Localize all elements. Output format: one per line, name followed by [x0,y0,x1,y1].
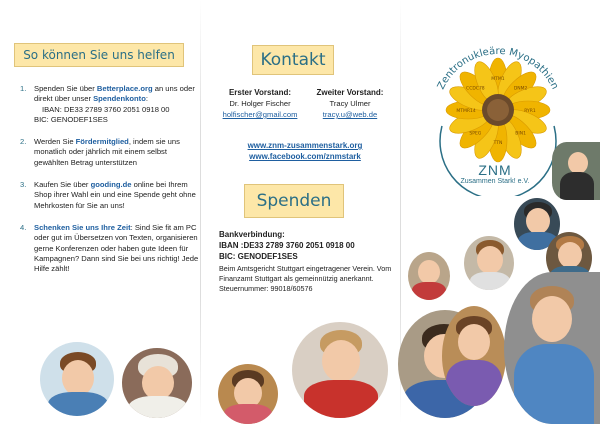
child-photo [464,236,514,290]
child-photo [292,322,388,418]
help-list [20,84,200,286]
petal-label: CCDC78 [466,86,485,92]
donate-iban: IBAN :DE33 2789 3760 2051 0918 00 [219,241,355,250]
help-item: 2. Werden Sie Fördermitglied, indem sie uns monatlich oder jährlich mit einem selbst gewählten Betrag unterstützen [20,137,180,167]
logo-znm: ZNM [478,162,512,178]
second-board-member: Zweiter Vorstand: Tracy Ulmer tracy.u@web.de [316,88,384,119]
first-email-link[interactable]: holfischer@gmail.com [222,110,298,119]
logo-tagline: Zusammen Stark! e.V. [460,178,530,185]
contact-heading: Kontakt [252,45,334,75]
child-photo [504,272,600,424]
panel-fold [200,0,201,424]
help-item: 4. Schenken Sie uns Ihre Zeit: Sind Sie fit am PC oder gut im Übersetzen von Texten, organisieren gerne Konferenzen oder haben gute Ideen für Kampagnen? Dann sind Sie bei uns richtig! Jede Hilfe zählt! [20,222,199,274]
child-photo [442,306,506,406]
petal-label: DNM2 [513,86,528,92]
petal-label: BIN1 [515,131,526,137]
facebook-link[interactable]: www.facebook.com/znmstark [249,152,361,161]
first-board-member: Erster Vorstand: Dr. Holger Fischer holfischer@gmail.com [222,88,298,119]
logo-arc-text: Zentronukleäre Myopathien [435,45,561,92]
child-photo [40,342,114,416]
help-item: 1. Spenden Sie über Betterplace.org an uns oder direkt über unser Spendenkonto: IBAN: DE33 2789 3760 2051 0918 00 BIC: GENODEF1SES [20,84,200,125]
donate-heading: Spenden [244,184,344,218]
child-photo [218,364,278,424]
help-heading: So können Sie uns helfen [14,43,184,67]
child-photo [408,252,450,300]
second-email-link[interactable]: tracy.u@web.de [322,110,378,119]
petal-label: MTM1 [491,77,505,82]
web-links [220,140,390,162]
petal-label: RYR1 [524,109,536,114]
iban-line: IBAN: DE33 2789 3760 2051 0918 00 [42,104,170,114]
petal-label: TTN [493,141,503,146]
website-link[interactable]: www.znm-zusammenstark.org [247,141,363,150]
gooding-link[interactable]: gooding.de [90,180,132,190]
petal-label: MTMR14 [456,109,476,114]
child-photo [122,348,192,418]
child-photo [552,142,600,200]
help-item: 3. Kaufen Sie über gooding.de online bei Ihrem Shop ihrer Wahl ein und eine Spende geht ohne Mehrkosten für Sie an uns! [20,180,196,210]
bank-details: Bankverbindung: IBAN :DE33 2789 3760 2051 0918 00 BIC: GENODEF1SES Beim Amtsgericht Stuttgart eingetragener Verein. Vom Finanzamt Stuttgart als gemeinnützig anerkannt. Steuernummer: 99018/60576 [219,229,394,294]
bic-line: BIC: GENODEF1SES [34,114,108,124]
donate-bic: BIC: GENODEF1SES [219,252,298,261]
betterplace-link[interactable]: Betterplace.org [96,84,153,93]
petal-label: SPEG [469,131,482,137]
